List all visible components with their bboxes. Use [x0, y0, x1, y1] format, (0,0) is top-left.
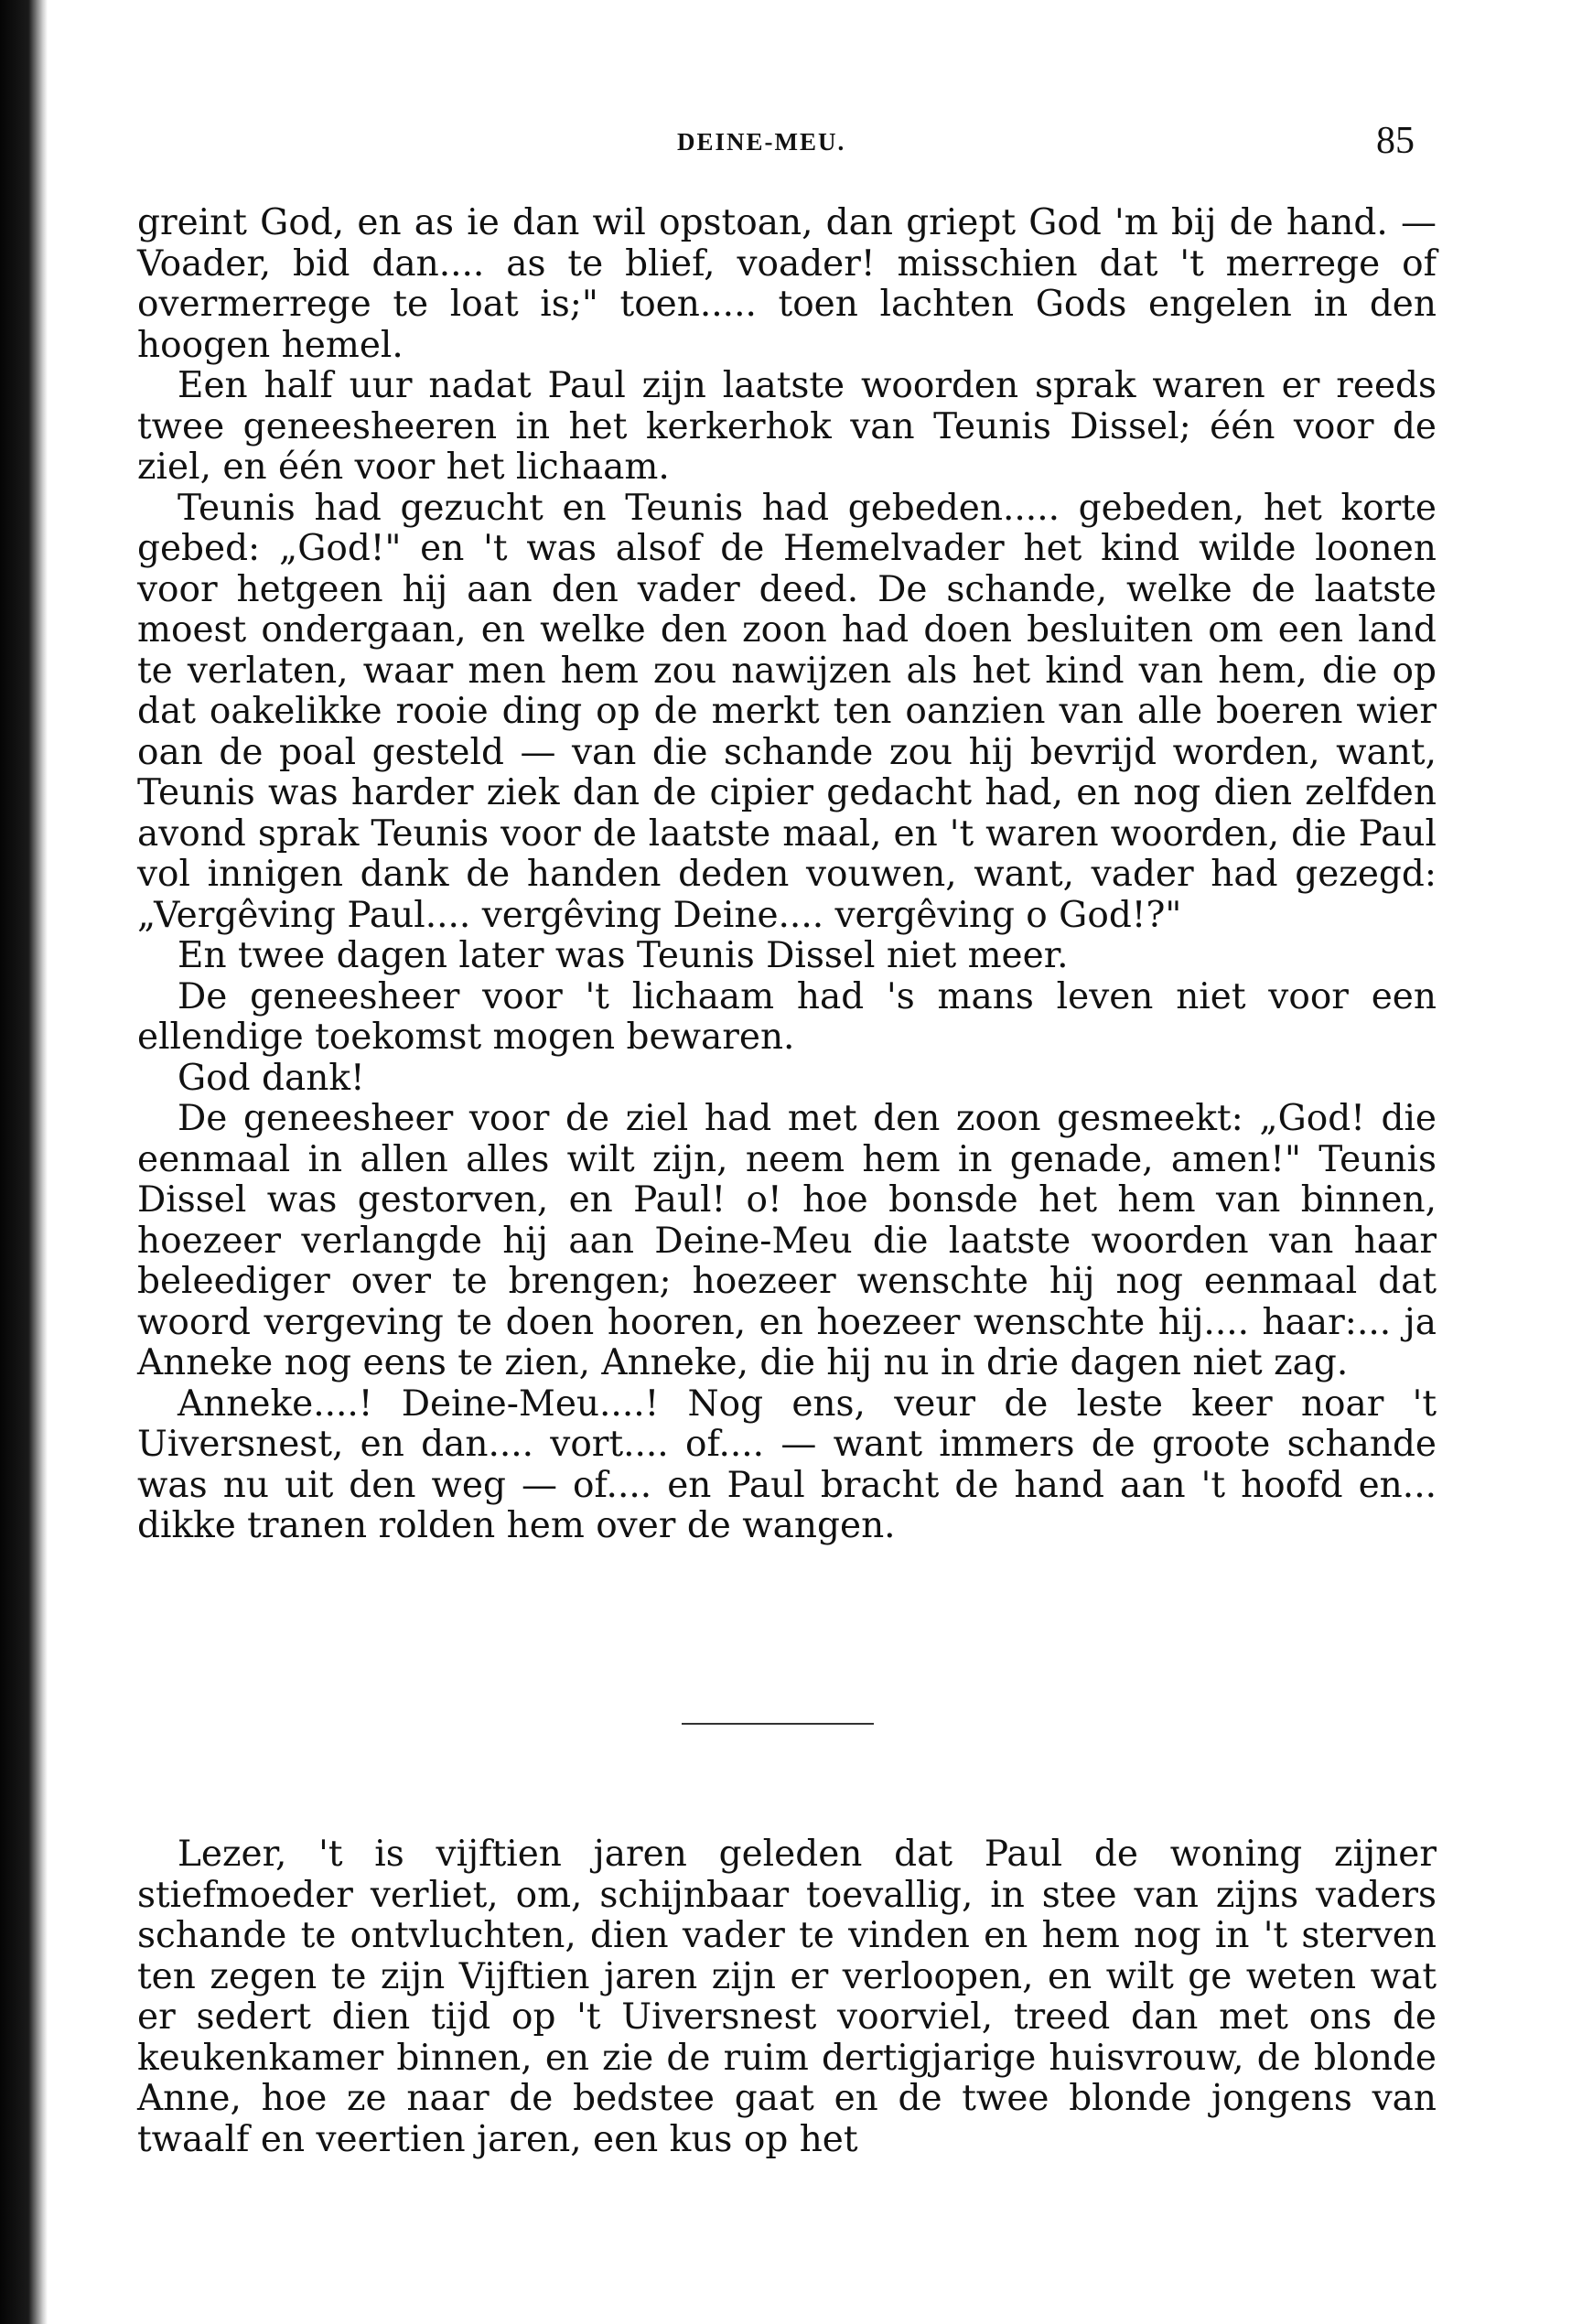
main-text	[137, 203, 1437, 1547]
paragraph: God dank!	[178, 1057, 365, 1099]
running-title: DEINE-MEU.	[677, 128, 846, 156]
paragraph: En twee dagen later was Teunis Dissel niet meer.	[178, 935, 1069, 976]
paragraph-epilogue: Lezer, 't is vijftien jaren geleden dat Paul de woning zijner stiefmoeder verliet, om, schijnbaar toevallig, in stee van zijns vaders schande te ontvluchten, dien vader te vinden en hem nog in 't sterven ten zegen te zijn Vijftien jaren zijn er verloopen, en wilt ge weten wat er sedert dien tijd op 't Uiversnest voorviel, treed dan met ons de keukenkamer binnen, en zie de ruim dertigjarige huisvrouw, de blonde Anne, hoe ze naar de bedstee gaat en de twee blonde jongens van twaalf en veertien jaren, een kus op het	[137, 1834, 1437, 2160]
paragraph-continuation: greint God, en as ie dan wil opstoan, dan griept God 'm bij de hand. — Voader, bid dan.... as te blief, voader! misschien dat 't merrege of overmerrege te loat is;" toen..... toen lachten Gods engelen in den hoogen hemel.	[137, 202, 1437, 366]
page-number: 85	[1376, 120, 1415, 162]
binding-shadow	[0, 0, 48, 2324]
paragraph: Anneke....! Deine-Meu....! Nog ens, veur de leste keer noar 't Uiversnest, en dan.... vort.... of.... — want immers de groote schande was nu uit den weg — of.... en Paul bracht de hand aan 't hoofd en... dikke tranen rolden hem over de wangen.	[137, 1383, 1437, 1546]
paragraph: De geneesheer voor 't lichaam had 's mans leven niet voor een ellendige toekomst mogen bewaren.	[137, 975, 1437, 1058]
epilogue-text	[137, 1834, 1437, 2160]
paragraph: Teunis had gezucht en Teunis had gebeden..... gebeden, het korte gebed: „God!" en 't was alsof de Hemelvader het kind wilde loonen voor hetgeen hij aan den vader deed. De schande, welke de laatste moest ondergaan, en welke den zoon had doen besluiten om een land te verlaten, waar men hem zou nawijzen als het kind van hem, die op dat oakelikke rooie ding op de merkt ten oanzien van alle boeren wier oan de poal gesteld — van die schande zou hij bevrijd worden, want, Teunis was harder ziek dan de cipier gedacht had, en nog dien zelfden avond sprak Teunis voor de laatste maal, en 't waren woorden, die Paul vol innigen dank de handen deden vouwen, want, vader had gezegd: „Vergêving Paul.... vergêving Deine.... vergêving o God!?"	[137, 487, 1437, 936]
paragraph: Een half uur nadat Paul zijn laatste woorden sprak waren er reeds twee geneesheeren in het kerkerhok van Teunis Dissel; één voor de ziel, en één voor het lichaam.	[137, 365, 1437, 488]
paragraph: De geneesheer voor de ziel had met den zoon gesmeekt: „God! die eenmaal in allen alles wilt zijn, neem hem in genade, amen!" Teunis Dissel was gestorven, en Paul! o! hoe bonsde het hem van binnen, hoezeer verlangde hij aan Deine-Meu die laatste woorden van haar beleediger over te brengen; hoezeer wenschte hij nog eenmaal dat woord vergeving te doen hooren, en hoezeer wenschte hij.... haar:... ja Anneke nog eens te zien, Anneke, die hij nu in drie dagen niet zag.	[137, 1098, 1437, 1383]
section-divider	[682, 1723, 874, 1725]
